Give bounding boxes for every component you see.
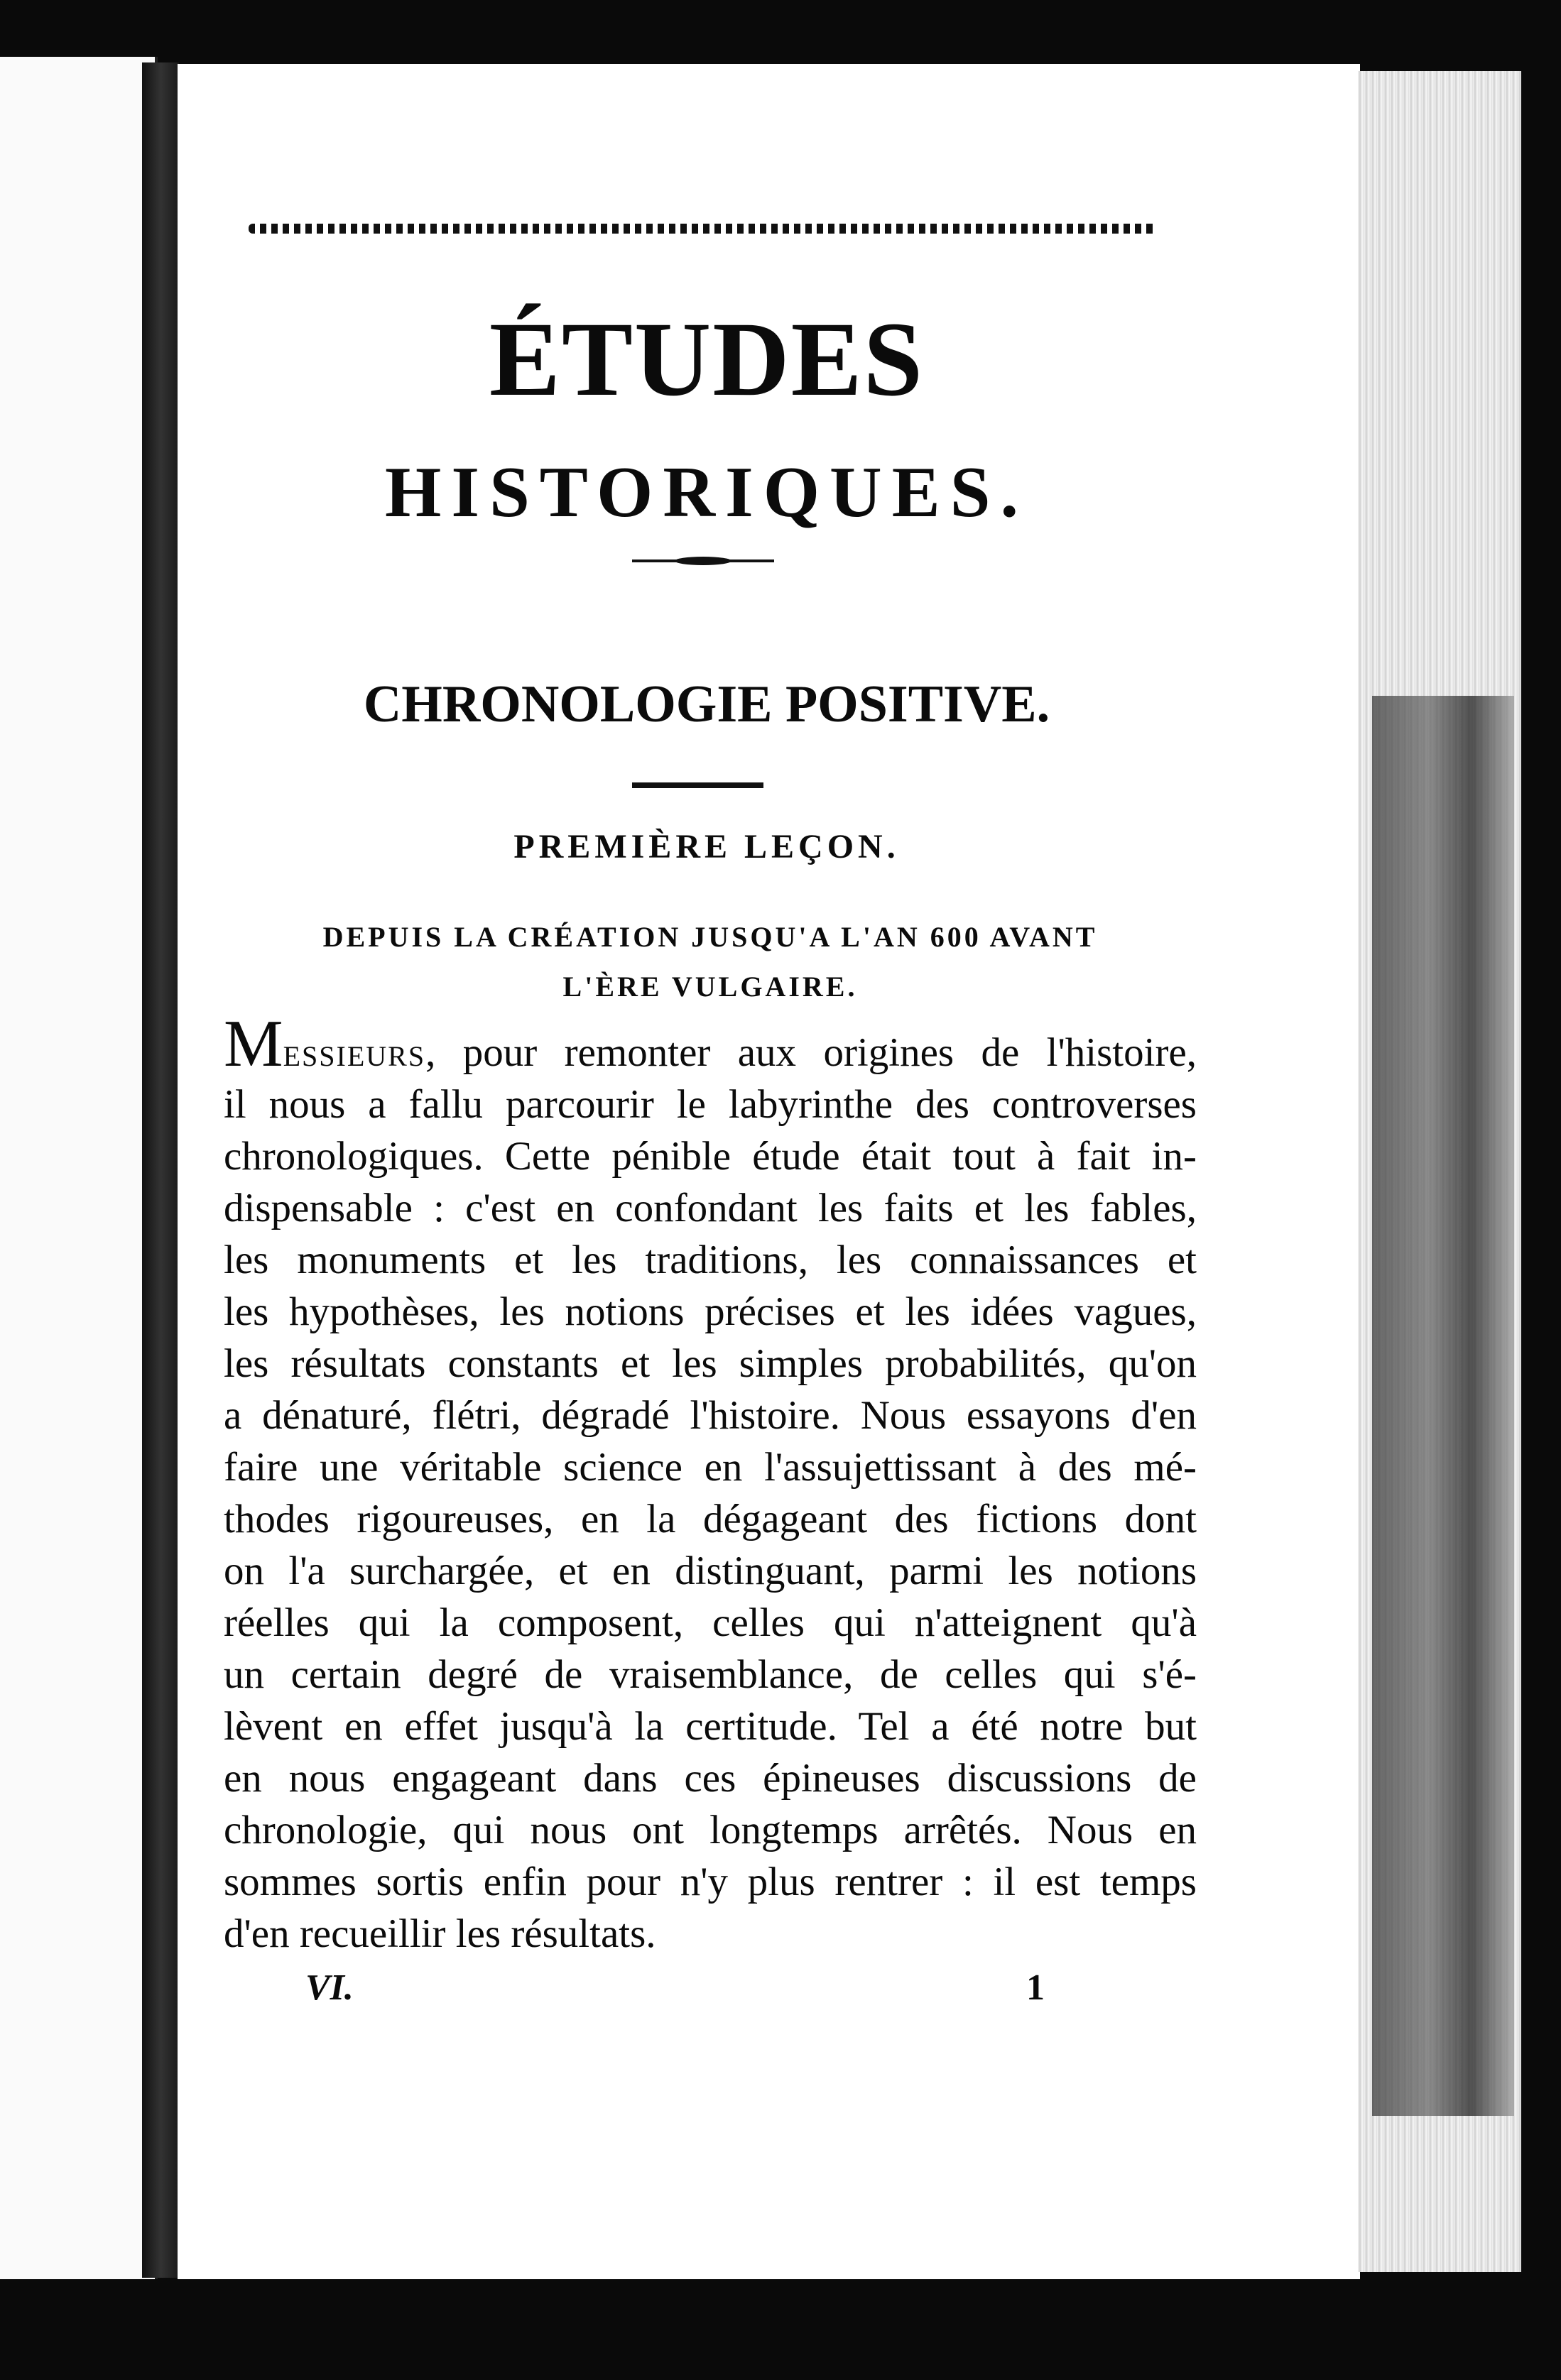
lesson-subtitle xyxy=(263,912,1158,1012)
body-line: il nous a fallu parcourir le labyrinthe des controverses xyxy=(224,1082,1197,1127)
page-title: ÉTUDES xyxy=(489,300,925,418)
book-spine-shadow xyxy=(142,62,179,2278)
section-divider xyxy=(632,782,763,788)
page-block-edges xyxy=(1358,71,1521,2272)
page-subtitle: HISTORIQUES. xyxy=(385,452,1028,533)
body-line: chronologiques. Cette pénible étude était tout à fait in- xyxy=(224,1134,1197,1179)
lesson-subtitle-line: DEPUIS LA CRÉATION JUSQU'A L'AN 600 AVANT xyxy=(322,921,1098,953)
body-paragraph xyxy=(224,1007,1197,1960)
section-title: CHRONOLOGIE POSITIVE. xyxy=(363,675,1050,733)
body-line: a dénaturé, flétri, dégradé l'histoire. Nous essayons d'en xyxy=(224,1393,1197,1438)
body-line: faire une véritable science en l'assujettissant à des mé- xyxy=(224,1445,1197,1490)
first-line-rest: , pour remonter aux origines de l'histoire, xyxy=(425,1030,1197,1075)
signature-mark: VI. xyxy=(305,1967,354,2008)
body-line: en nous engageant dans ces épineuses discussions de xyxy=(224,1756,1197,1801)
body-line: chronologie, qui nous ont longtemps arrêtés. Nous en xyxy=(224,1808,1197,1852)
body-line: les monuments et les traditions, les connaissances et xyxy=(224,1238,1197,1282)
lesson-title: PREMIÈRE LEÇON. xyxy=(513,828,900,866)
body-line: sommes sortis enfin pour n'y plus rentrer : il est temps xyxy=(224,1860,1197,1904)
body-line: un certain degré de vraisemblance, de celles qui s'é- xyxy=(224,1652,1197,1697)
body-line: d'en recueillir les résultats. xyxy=(224,1911,656,1956)
body-line xyxy=(224,1007,1197,1081)
left-page-edge xyxy=(0,57,158,2279)
page-number: 1 xyxy=(1026,1967,1045,2008)
body-line: les hypothèses, les notions précises et les idées vagues, xyxy=(224,1289,1197,1334)
body-line: les résultats constants et les simples probabilités, qu'on xyxy=(224,1341,1197,1386)
first-word-smallcaps: essieurs xyxy=(283,1030,426,1075)
body-line: réelles qui la composent, celles qui n'atteignent qu'à xyxy=(224,1600,1197,1645)
lesson-subtitle-line: L'ÈRE VULGAIRE. xyxy=(562,971,858,1003)
ornamental-rule xyxy=(249,224,1158,234)
body-line: on l'a surchargée, et en distinguant, parmi les notions xyxy=(224,1549,1197,1593)
drop-cap: M xyxy=(224,1007,283,1081)
body-line: thodes rigoureuses, en la dégageant des fictions dont xyxy=(224,1497,1197,1541)
book-page xyxy=(178,64,1360,2279)
body-line: lèvent en effet jusqu'à la certitude. Tel a été notre but xyxy=(224,1704,1197,1749)
body-line: dispensable : c'est en confondant les faits et les fables, xyxy=(224,1186,1197,1230)
flourish-divider xyxy=(632,556,774,566)
